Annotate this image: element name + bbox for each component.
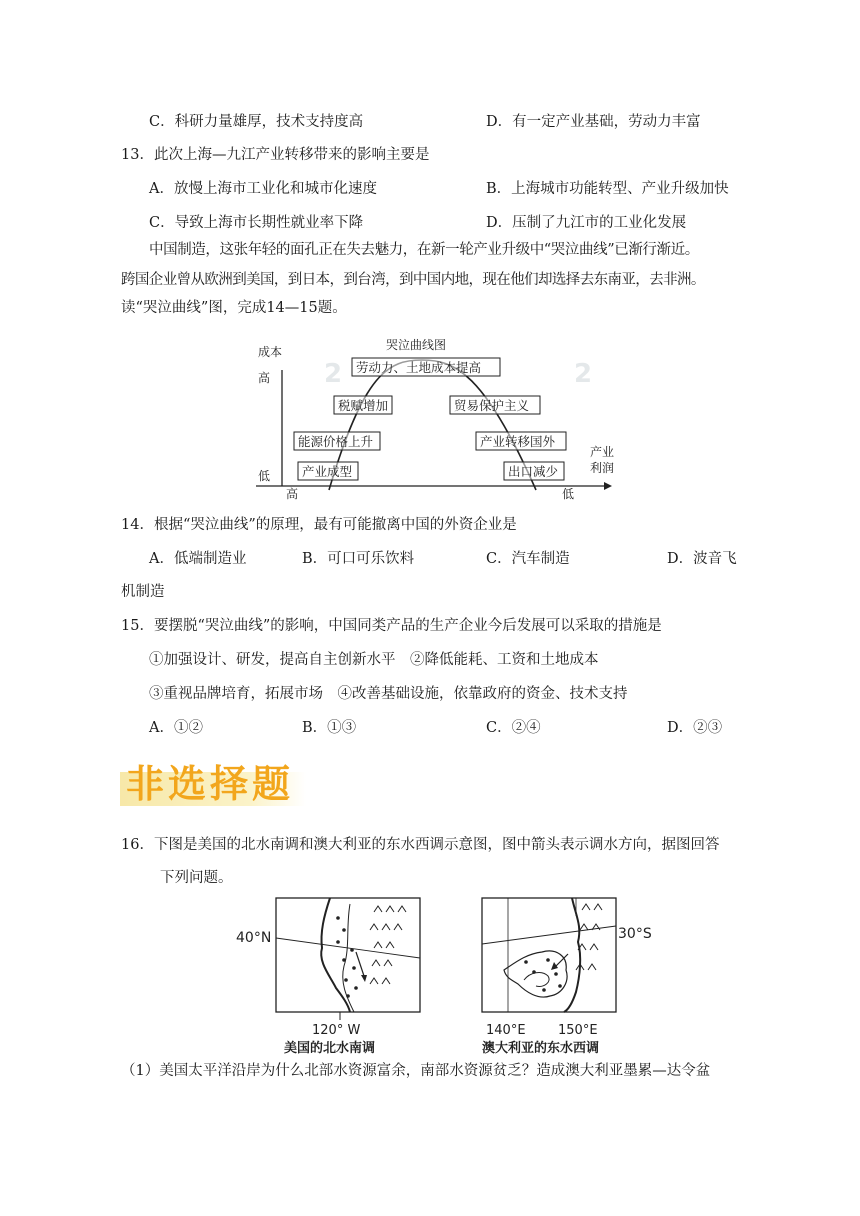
q15-option-d: D．②③ (667, 720, 723, 736)
q16-stem-line-1: 16．下图是美国的北水南调和澳大利亚的东水西调示意图，图中箭头表示调水方向，据图回答 (121, 837, 720, 853)
crying-curve-figure (254, 332, 616, 500)
q14-option-b: B．可口可乐饮料 (302, 551, 415, 567)
q16-sub-1: （1）美国太平洋沿岸为什么北部水资源富余，南部水资源贫乏？造成澳大利亚墨累—达令盆 (121, 1063, 711, 1079)
q13-option-b: B．上海城市功能转型、产业升级加快 (486, 181, 729, 197)
passage-line-1: 中国制造，这张年轻的面孔正在失去魅力，在新一轮产业升级中“哭泣曲线”已渐行渐近。 (149, 242, 699, 258)
box-left-lower-text: 产业成型 (302, 464, 353, 479)
q15-option-c: C．②④ (486, 720, 541, 736)
box-right-upper-text: 贸易保护主义 (454, 398, 530, 413)
q15-stem: 15．要摆脱“哭泣曲线”的影响，中国同类产品的生产企业今后发展可以采取的措施是 (121, 618, 662, 634)
lon-label-1: 140°E (486, 1023, 526, 1038)
q13-stem: 13．此次上海—九江产业转移带来的影响主要是 (121, 147, 430, 163)
passage-line-2: 跨国企业曾从欧洲到美国，到日本，到台湾，到中国内地，现在他们却选择去东南亚，去非洲。 (121, 272, 705, 288)
lat-label: 30°S (618, 926, 652, 942)
x-axis-label-1: 产业 (590, 445, 615, 459)
q13-option-d: D．压制了九江市的工业化发展 (486, 215, 687, 231)
box-right-middle-text: 产业转移国外 (480, 434, 556, 449)
q12-option-d: D．有一定产业基础，劳动力丰富 (486, 114, 701, 130)
lon-label: 120° W (312, 1023, 361, 1038)
q14-stem: 14．根据“哭泣曲线”的原理，最有可能撤离中国的外资企业是 (121, 517, 517, 533)
q14-option-c: C．汽车制造 (486, 551, 570, 567)
passage-line-3: 读“哭泣曲线”图，完成14—15题。 (121, 300, 347, 316)
figure-title: 哭泣曲线图 (386, 338, 447, 352)
lon-label-2: 150°E (558, 1023, 598, 1038)
q14-option-d-part1: D．波音飞 (667, 551, 737, 567)
q14-option-a: A．低端制造业 (149, 551, 247, 567)
y-axis-label: 成本 (258, 345, 283, 359)
box-left-middle-text: 能源价格上升 (298, 434, 374, 449)
lat-label: 40°N (236, 930, 272, 946)
q15-items-line-1: ①加强设计、研发，提高自主创新水平 ②降低能耗、工资和土地成本 (149, 652, 599, 668)
box-left-upper-text: 税赋增加 (338, 398, 389, 413)
watermark-mark: 2 (574, 359, 593, 389)
map-us-north-south-transfer (234, 896, 434, 1056)
watermark-mark: 2 (324, 359, 343, 389)
q15-items-line-2: ③重视品牌培育，拓展市场 ④改善基础设施，依靠政府的资金、技术支持 (149, 686, 628, 702)
x-axis-arrow (604, 482, 612, 490)
y-low-label: 低 (258, 469, 271, 483)
q15-option-b: B．①③ (302, 720, 357, 736)
q16-stem-line-2: 下列问题。 (160, 870, 233, 886)
x-high-label: 高 (286, 487, 299, 500)
y-high-label: 高 (258, 371, 271, 385)
q13-option-c: C．导致上海市长期性就业率下降 (149, 215, 364, 231)
section-heading-banner (120, 762, 306, 806)
q14-option-d-part2: 机制造 (121, 584, 165, 600)
q12-option-c: C．科研力量雄厚，技术支持度高 (149, 114, 364, 130)
map-caption: 澳大利亚的东水西调 (482, 1041, 600, 1056)
box-right-lower-text: 出口减少 (508, 464, 559, 479)
map-frame (482, 898, 616, 1012)
map-caption: 美国的北水南调 (284, 1041, 376, 1056)
x-axis-label-2: 利润 (590, 461, 615, 475)
map-australia-east-west-transfer (464, 896, 674, 1056)
q15-option-a: A．①② (149, 720, 203, 736)
section-heading: 非选择题 (126, 762, 295, 806)
box-top-text: 劳动力、土地成本提高 (356, 360, 482, 375)
q13-option-a: A．放慢上海市工业化和城市化速度 (149, 181, 377, 197)
x-low-label: 低 (562, 487, 575, 500)
